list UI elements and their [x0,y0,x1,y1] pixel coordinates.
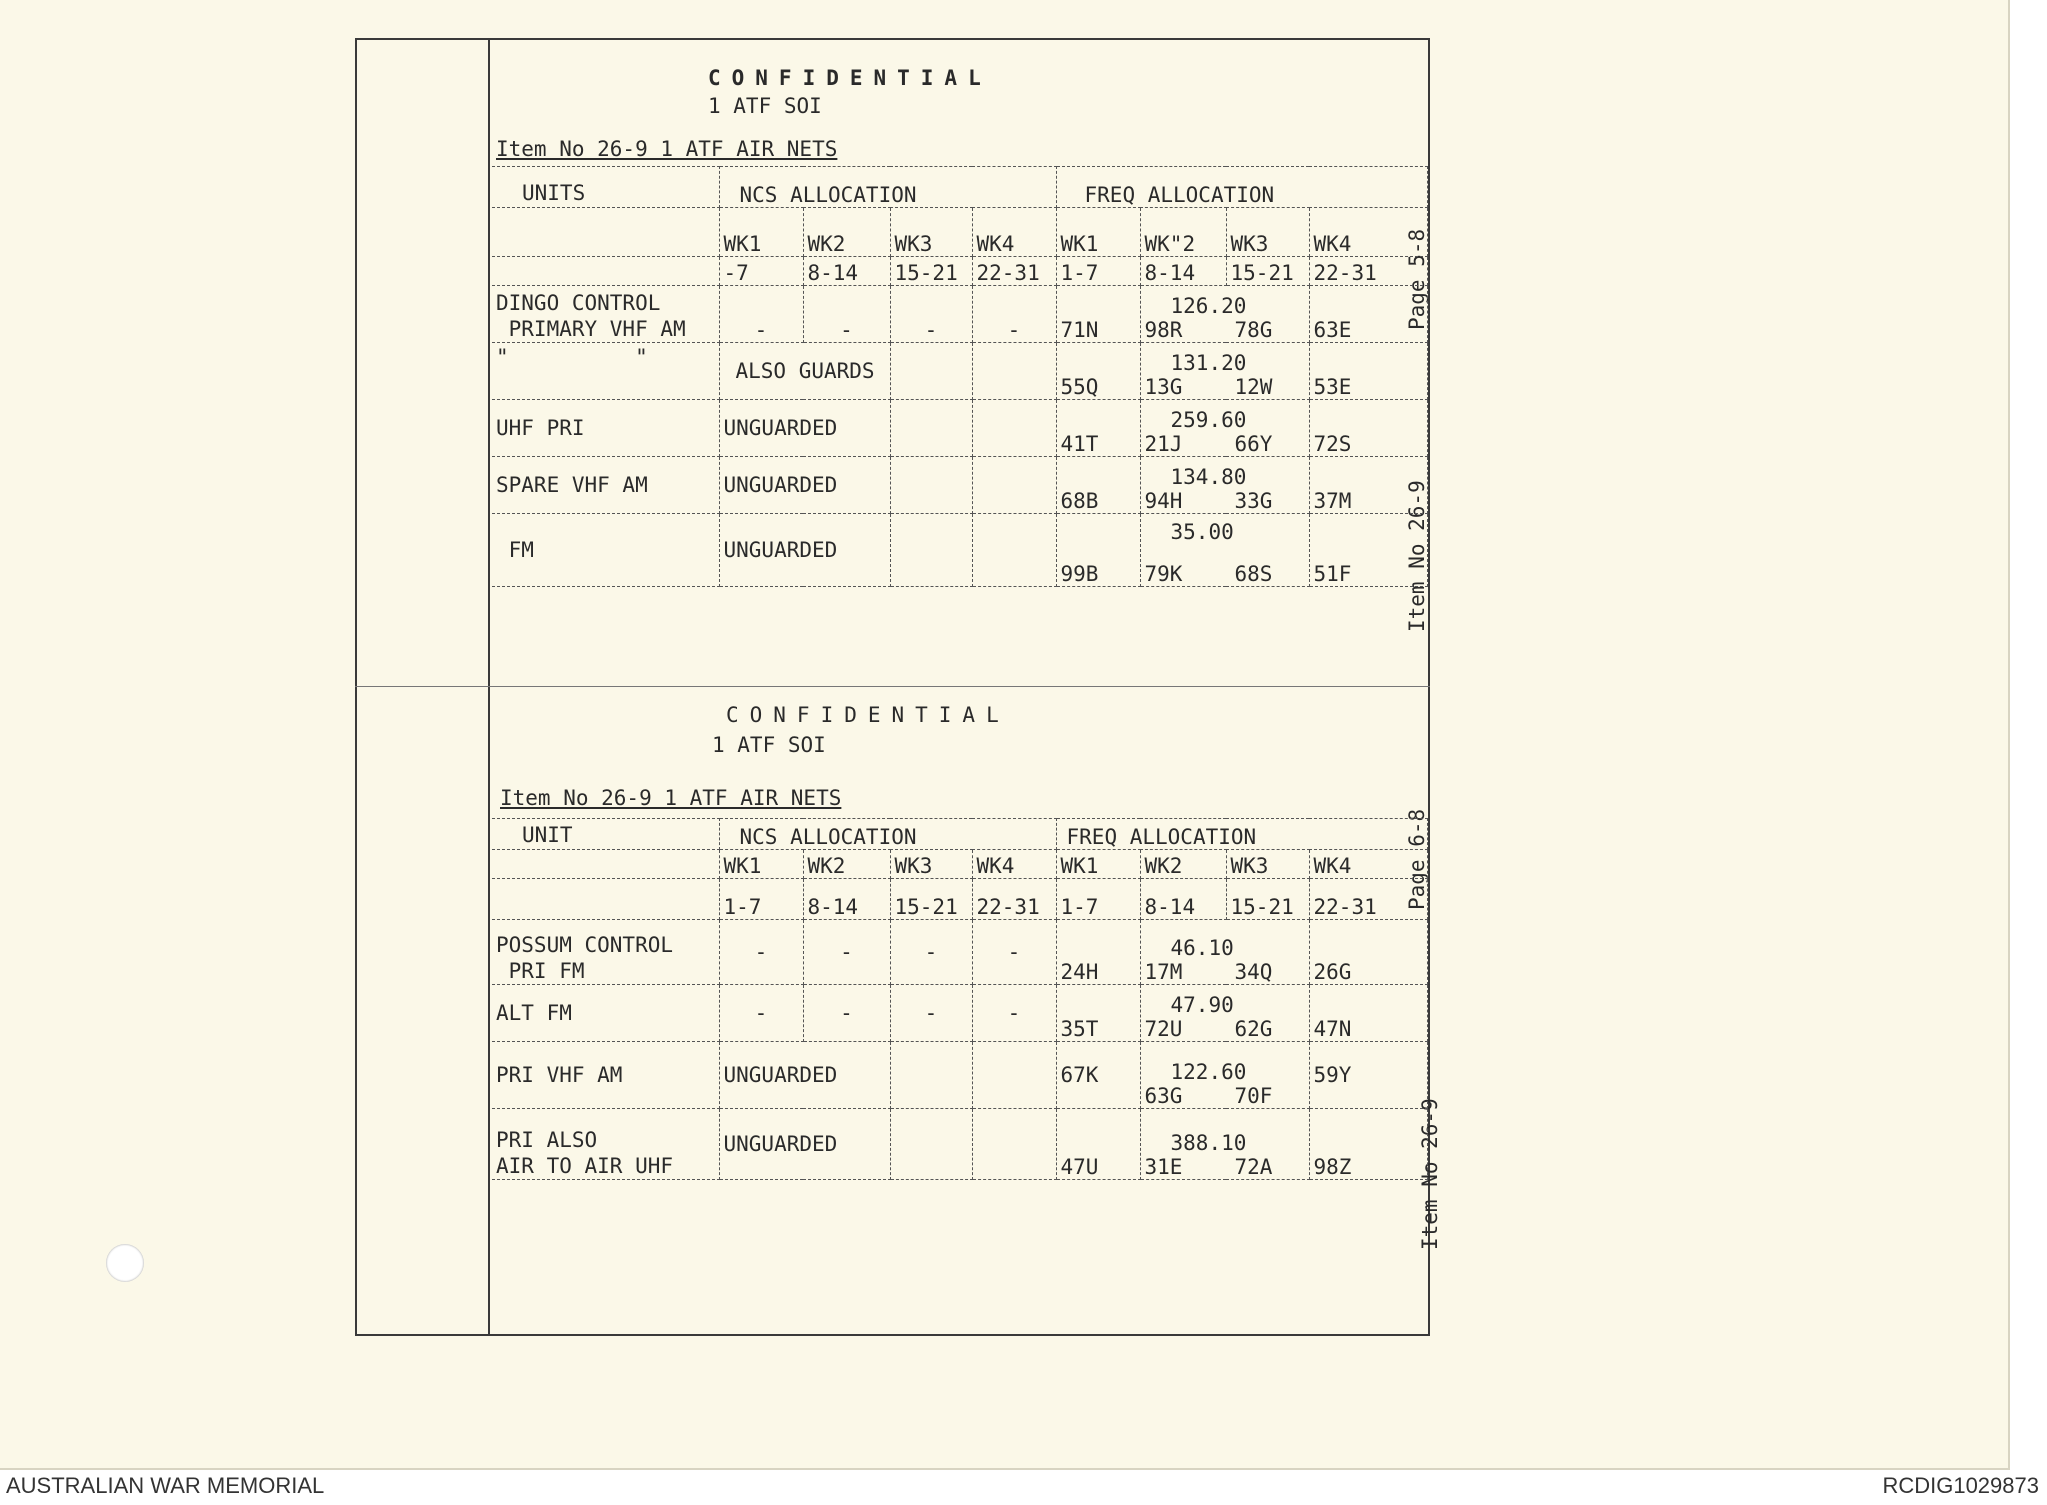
frequency-mhz: 388.10 [1170,1131,1247,1155]
units-header: UNITS [492,167,719,208]
freq-code: 71N [1056,286,1140,343]
ncs-cell: - [972,985,1056,1042]
freq-code: 35T [1056,985,1140,1042]
freq-code: 47U [1056,1109,1140,1180]
ncs-cell: - [803,985,890,1042]
freq-code: 94H [1144,489,1183,513]
ncs-cell: UNGUARDED [719,514,890,587]
freq-code: 37M [1309,457,1427,514]
freq-code: 59Y [1309,1042,1427,1109]
week-label: WK4 [972,850,1056,879]
ncs-cell: - [803,286,890,343]
week-label: WK3 [890,850,972,879]
freq-code: 98Z [1309,1109,1427,1180]
blank-cell [492,257,719,286]
week-label: WK3 [1226,850,1309,879]
frequency-mhz: 122.60 [1170,1060,1247,1084]
ncs-cell: UNGUARDED [719,1109,890,1180]
freq-code: 66Y [1234,432,1273,456]
header-row [492,167,1427,208]
ncs-cell: UNGUARDED [719,400,890,457]
week-label: WK1 [719,850,803,879]
table-row [492,400,1427,457]
days-label: 15-21 [890,879,972,920]
ncs-cell [972,457,1056,514]
ncs-cell: - [719,985,803,1042]
week-row [492,208,1427,257]
week-label: WK1 [1056,208,1140,257]
ncs-cell: - [890,985,972,1042]
units-header: UNIT [492,819,719,850]
frequency-mhz: 131.20 [1170,351,1247,375]
days-label: 15-21 [1226,257,1309,286]
classification-1: CONFIDENTIAL [708,66,992,90]
week-label: WK"2 [1140,208,1226,257]
blank-cell [492,879,719,920]
ncs-cell: - [803,920,890,985]
freq-code: 99B [1056,514,1140,587]
freq-code: 62G [1234,1017,1273,1041]
freq-pair-cell [1140,457,1309,514]
week-label: WK2 [803,208,890,257]
margin-rule [488,38,490,1336]
freq-code: 31E [1144,1155,1183,1179]
freq-code: 72S [1309,400,1427,457]
table-row [492,1042,1427,1109]
week-label: WK4 [972,208,1056,257]
days-label: 8-14 [803,879,890,920]
ncs-cell: - [890,286,972,343]
side-page-label-2: Page 6-8 [1405,808,1429,910]
ncs-cell [972,400,1056,457]
frame-bottom-rule [355,1334,1430,1336]
freq-pair-cell [1140,920,1309,985]
freq-code: 47N [1309,985,1427,1042]
ncs-header: NCS ALLOCATION [719,167,1056,208]
days-label: 1-7 [1056,257,1140,286]
side-item-label-1: Item No 26-9 [1405,480,1429,632]
side-page-label-1: Page 5-8 [1405,228,1429,330]
freq-code: 12W [1234,375,1273,399]
days-label: 8-14 [803,257,890,286]
freq-code: 55Q [1056,343,1140,400]
freq-code: 24H [1056,920,1140,985]
unit-name: POSSUM CONTROL PRI FM [492,920,719,985]
frame-top-rule [355,38,1430,40]
unit-name: ALT FM [492,985,719,1042]
frequency-mhz: 47.90 [1170,993,1234,1017]
table-row [492,457,1427,514]
ncs-cell [890,514,972,587]
freq-code: 72U [1144,1017,1183,1041]
ncs-cell: - [719,286,803,343]
unit-name: PRI ALSO AIR TO AIR UHF [492,1109,719,1180]
ncs-cell: - [719,920,803,985]
item-title-1: Item No 26-9 1 ATF AIR NETS [496,137,838,161]
table-row [492,985,1427,1042]
unit-name: SPARE VHF AM [492,457,719,514]
days-label: 22-31 [1309,879,1427,920]
freq-pair-cell [1140,343,1309,400]
days-label: 8-14 [1140,257,1226,286]
freq-pair-cell [1140,1109,1309,1180]
freq-code: 72A [1234,1155,1273,1179]
punch-hole [106,1244,144,1282]
week-label: WK2 [1140,850,1226,879]
footer-record-id: RCDIG1029873 [1882,1473,2039,1498]
ncs-cell [972,1042,1056,1109]
ncs-cell: - [972,920,1056,985]
freq-pair-cell [1140,514,1309,587]
ncs-cell [890,1042,972,1109]
item-title-2: Item No 26-9 1 ATF AIR NETS [500,786,842,810]
unit-name: UHF PRI [492,400,719,457]
freq-code: 41T [1056,400,1140,457]
week-label: WK1 [1056,850,1140,879]
table-row [492,920,1427,985]
freq-code: 98R [1144,318,1183,342]
freq-code: 67K [1056,1042,1140,1109]
ncs-cell [890,343,972,400]
section-divider [355,686,1430,687]
freq-code: 51F [1309,514,1427,587]
week-label: WK1 [719,208,803,257]
days-row [492,879,1427,920]
table-row [492,1109,1427,1180]
days-label: 8-14 [1140,879,1226,920]
days-label: 22-31 [972,257,1056,286]
unit-name: " " [492,343,719,400]
frame-left-rule [355,38,357,1336]
frequency-mhz: 35.00 [1170,520,1234,544]
table-row [492,514,1427,587]
unit-name: DINGO CONTROL PRIMARY VHF AM [492,286,719,343]
days-label: 22-31 [972,879,1056,920]
days-label: 1-7 [1056,879,1140,920]
table-row [492,343,1427,400]
freq-pair-cell [1140,400,1309,457]
freq-code: 79K [1144,562,1183,586]
soi-title-1: 1 ATF SOI [708,94,822,118]
freq-code: 53E [1309,343,1427,400]
days-label: 15-21 [1226,879,1309,920]
freq-code: 34Q [1234,960,1273,984]
unit-name: FM [492,514,719,587]
frequency-mhz: 134.80 [1170,465,1247,489]
freq-code: 26G [1309,920,1427,985]
blank-cell [492,208,719,257]
ncs-cell: - [972,286,1056,343]
ncs-cell: UNGUARDED [719,1042,890,1109]
table-row [492,286,1427,343]
blank-cell [492,850,719,879]
freq-code: 21J [1144,432,1183,456]
freq-code: 78G [1234,318,1273,342]
week-label: WK3 [1226,208,1309,257]
ncs-cell [972,343,1056,400]
freq-pair-cell [1140,985,1309,1042]
air-nets-table-1 [492,166,1428,587]
week-label: WK4 [1309,208,1427,257]
week-label: WK4 [1309,850,1427,879]
freq-pair-cell [1140,286,1309,343]
ncs-cell [890,400,972,457]
freq-code: 68S [1234,562,1273,586]
air-nets-table-2 [492,818,1428,1180]
footer-archive-name: AUSTRALIAN WAR MEMORIAL [6,1473,325,1498]
freq-header: FREQ ALLOCATION [1056,167,1427,208]
freq-code: 13G [1144,375,1183,399]
week-label: WK3 [890,208,972,257]
freq-code: 70F [1234,1084,1273,1108]
freq-code: 68B [1056,457,1140,514]
days-label: 22-31 [1309,257,1427,286]
freq-header: FREQ ALLOCATION [1056,819,1427,850]
freq-code: 33G [1234,489,1273,513]
days-label: 15-21 [890,257,972,286]
soi-title-2: 1 ATF SOI [712,733,826,757]
frequency-mhz: 46.10 [1170,936,1234,960]
ncs-cell: - [890,920,972,985]
freq-code: 17M [1144,960,1183,984]
ncs-header: NCS ALLOCATION [719,819,1056,850]
ncs-cell: ALSO GUARDS [719,343,890,400]
frequency-mhz: 259.60 [1170,408,1247,432]
days-row [492,257,1427,286]
freq-code: 63G [1144,1084,1183,1108]
ncs-cell [890,457,972,514]
header-row [492,819,1427,850]
freq-code: 63E [1309,286,1427,343]
ncs-cell [972,1109,1056,1180]
freq-pair-cell [1140,1042,1309,1109]
ncs-cell [890,1109,972,1180]
days-label: -7 [719,257,803,286]
classification-2: CONFIDENTIAL [726,703,1010,727]
days-label: 1-7 [719,879,803,920]
ncs-cell: UNGUARDED [719,457,890,514]
week-row [492,850,1427,879]
week-label: WK2 [803,850,890,879]
frequency-mhz: 126.20 [1170,294,1247,318]
unit-name: PRI VHF AM [492,1042,719,1109]
ncs-cell [972,514,1056,587]
side-item-label-2: Item No 26-9 [1418,1098,1442,1250]
